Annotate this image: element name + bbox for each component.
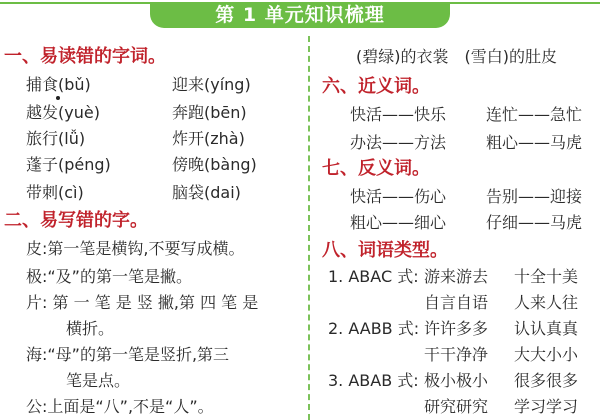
note-line: 公:上面是“八”,不是“人”。 (26, 397, 214, 416)
synonym-pair: 办法——方法 (350, 133, 447, 152)
type-example: 大大小小 (514, 345, 579, 364)
synonym-pair: 连忙——急忙 (486, 105, 583, 124)
type-example: 认认真真 (514, 319, 579, 338)
antonym-pair: 快活——伤心 (350, 187, 447, 206)
word-item: 越发(yuè) (26, 103, 100, 122)
type-example: 研究研究 (424, 397, 489, 416)
section-1-heading: 一、易读错的字词。 (4, 46, 166, 67)
page-title: 第 1 单元知识梳理 (150, 2, 450, 28)
antonym-pair: 粗心——细心 (350, 213, 447, 232)
type-example: 许许多多 (424, 319, 489, 338)
type-example: 干干净净 (424, 345, 489, 364)
note-line: 极:“及”的第一笔是撇。 (26, 267, 192, 286)
word-item: 旅行(lǚ) (26, 129, 86, 148)
note-line: 海:“母”的第一笔是竖折,第三 (26, 345, 230, 364)
word-item: 捕食(bǔ) (26, 75, 91, 94)
type-example: 学习学习 (514, 397, 579, 416)
type-label: 2. AABB 式: (328, 319, 420, 338)
type-example: 很多很多 (514, 371, 579, 390)
antonym-pair: 告别——迎接 (486, 187, 583, 206)
type-label: 3. ABAB 式: (328, 371, 419, 390)
word-item: 炸开(zhà) (172, 129, 245, 148)
word-item: 迎来(yíng) (172, 75, 251, 94)
type-example: 十全十美 (514, 267, 579, 286)
note-line: 横折。 (66, 319, 115, 338)
type-example: 极小极小 (424, 371, 489, 390)
section-6-heading: 六、近义词。 (322, 76, 430, 97)
type-example: 人来人往 (514, 293, 579, 312)
type-example: 游来游去 (424, 267, 489, 286)
word-item: 脑袋(dai) (172, 183, 241, 202)
section-7-heading: 七、反义词。 (322, 158, 430, 179)
column-divider (308, 36, 310, 420)
note-line: 笔是点。 (66, 371, 131, 390)
type-example: 自言自语 (424, 293, 489, 312)
word-item: 奔跑(bēn) (172, 103, 247, 122)
word-item: 傍晚(bàng) (172, 155, 257, 174)
synonym-pair: 快活——快乐 (350, 105, 447, 124)
type-label: 1. ABAC 式: (328, 267, 419, 286)
section-8-heading: 八、词语类型。 (322, 240, 448, 261)
continued-line: (碧绿)的衣裳 (雪白)的肚皮 (356, 47, 557, 66)
synonym-pair: 粗心——马虎 (486, 133, 583, 152)
word-item: 带刺(cì) (26, 183, 84, 202)
note-line: 皮:第一笔是横钩,不要写成横。 (26, 239, 245, 258)
note-line: 片: 第 一 笔 是 竖 撇,第 四 笔 是 (26, 293, 259, 312)
section-2-heading: 二、易写错的字。 (4, 210, 148, 231)
antonym-pair: 仔细——马虎 (486, 213, 583, 232)
word-item: 蓬子(péng) (26, 155, 111, 174)
